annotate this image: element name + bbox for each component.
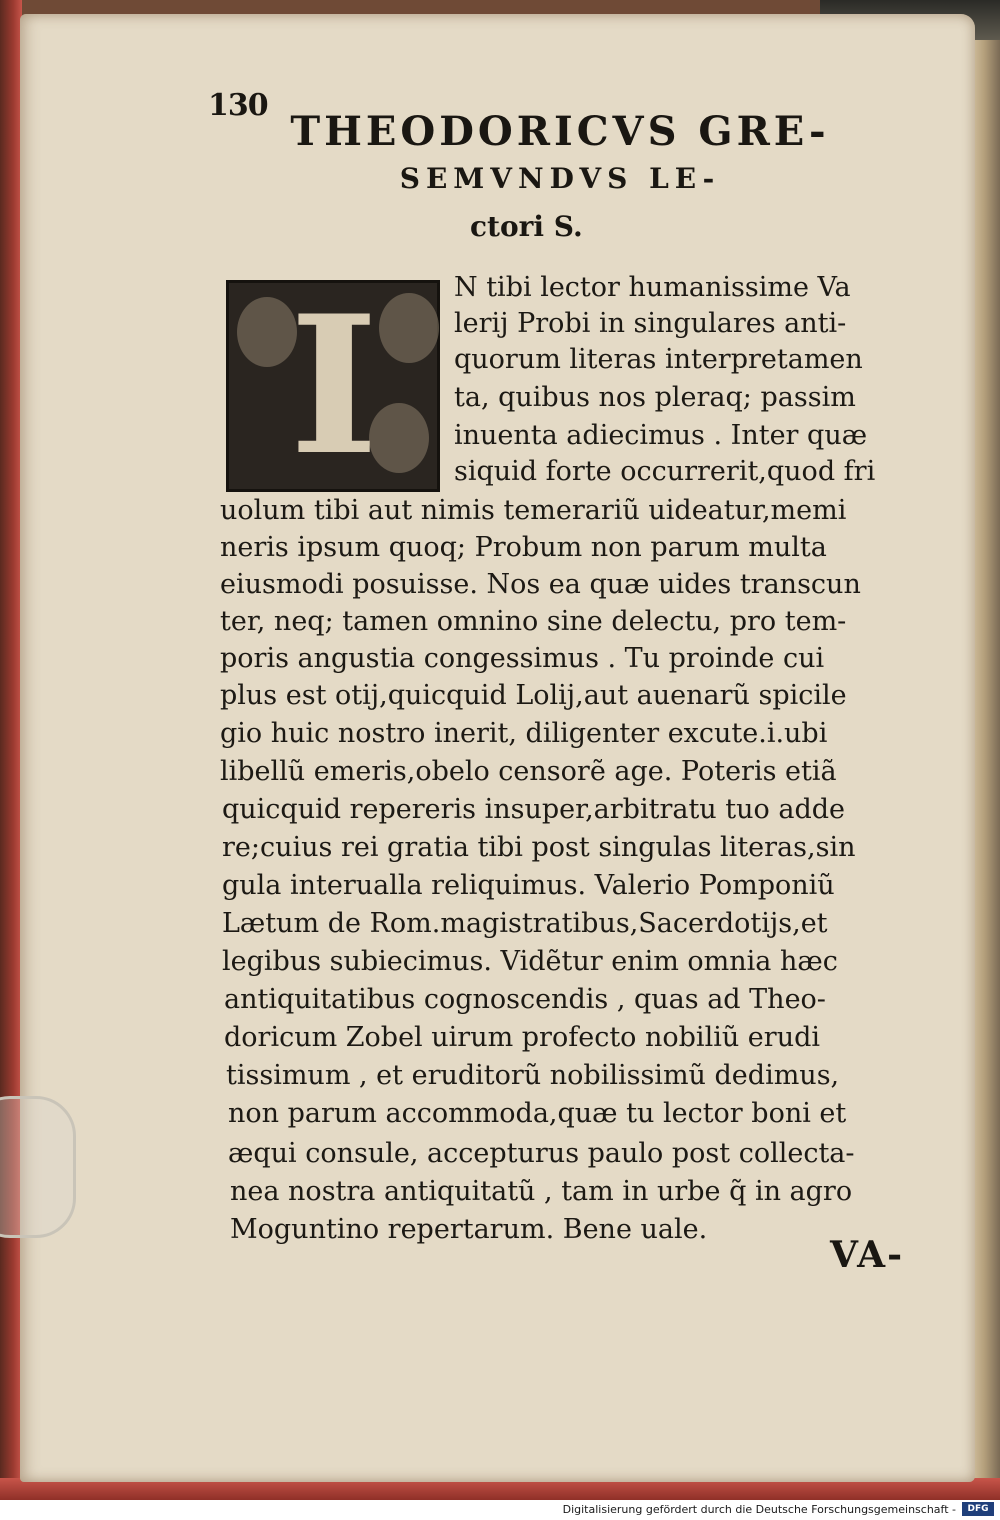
cover-edge-left <box>0 0 22 1500</box>
text-line: gio huic nostro inerit, diligenter excute.i.ubi <box>220 718 828 749</box>
text-line: N tibi lector humanissime Va <box>454 272 851 303</box>
text-line: libellũ emeris,obelo censorẽ age. Poteris etiã <box>220 756 837 787</box>
text-line: eiusmodi posuisse. Nos ea quæ uides transcun <box>220 569 861 600</box>
digitization-footer <box>0 1500 1000 1520</box>
text-line: tissimum , et eruditorũ nobilissimũ dedimus, <box>226 1060 840 1091</box>
text-line: siquid forte occurrerit,quod fri <box>454 456 876 487</box>
text-line: quicquid repereris insuper,arbitratu tuo adde <box>222 794 845 825</box>
text-line: æqui consule, accepturus paulo post collecta- <box>228 1138 855 1169</box>
book-clasp <box>0 1096 76 1238</box>
text-line: re;cuius rei gratia tibi post singulas literas,sin <box>222 832 856 863</box>
heading-author-cont: SEMVNDVS LE- <box>399 162 721 195</box>
text-line: plus est otij,quicquid Lolij,aut auenarũ spicile <box>220 680 847 711</box>
text-line: Lætum de Rom.magistratibus,Sacerdotijs,et <box>222 908 828 939</box>
decorated-initial <box>226 274 440 497</box>
initial-letter: I <box>289 274 379 497</box>
text-line: legibus subiecimus. Vidẽtur enim omnia hæc <box>222 946 838 977</box>
text-line: uolum tibi aut nimis temerariũ uideatur,memi <box>220 495 847 526</box>
page-number: 130 <box>208 88 268 123</box>
funding-credit: Digitalisierung gefördert durch die Deutsche Forschungsgemeinschaft - <box>562 1503 956 1516</box>
text-line: inuenta adiecimus . Inter quæ <box>454 420 868 451</box>
heading-salutation: ctori S. <box>470 210 583 243</box>
text-line: Moguntino repertarum. Bene uale. <box>230 1214 708 1245</box>
text-line: ter, neq; tamen omnino sine delectu, pro tem- <box>220 606 847 637</box>
text-line: poris angustia congessimus . Tu proinde cui <box>220 643 825 674</box>
catchword: VA- <box>830 1234 905 1276</box>
text-line: gula interualla reliquimus. Valerio Pomponiũ <box>222 870 835 901</box>
text-line: antiquitatibus cognoscendis , quas ad Theo- <box>224 984 826 1015</box>
text-line: nea nostra antiquitatũ , tam in urbe q̃ in agro <box>230 1176 853 1207</box>
text-line: doricum Zobel uirum profecto nobiliũ erudi <box>224 1022 821 1053</box>
text-line: ta, quibus nos pleraq; passim <box>454 382 856 413</box>
text-line: quorum literas interpretamen <box>454 344 863 375</box>
heading-author: THEODORICVS GRE- <box>290 108 830 155</box>
dfg-logo-icon: DFG <box>962 1502 994 1516</box>
text-line: lerij Probi in singulares anti- <box>454 308 847 339</box>
text-line: neris ipsum quoq; Probum non parum multa <box>220 532 827 563</box>
text-line: non parum accommoda,quæ tu lector boni et <box>228 1098 847 1129</box>
